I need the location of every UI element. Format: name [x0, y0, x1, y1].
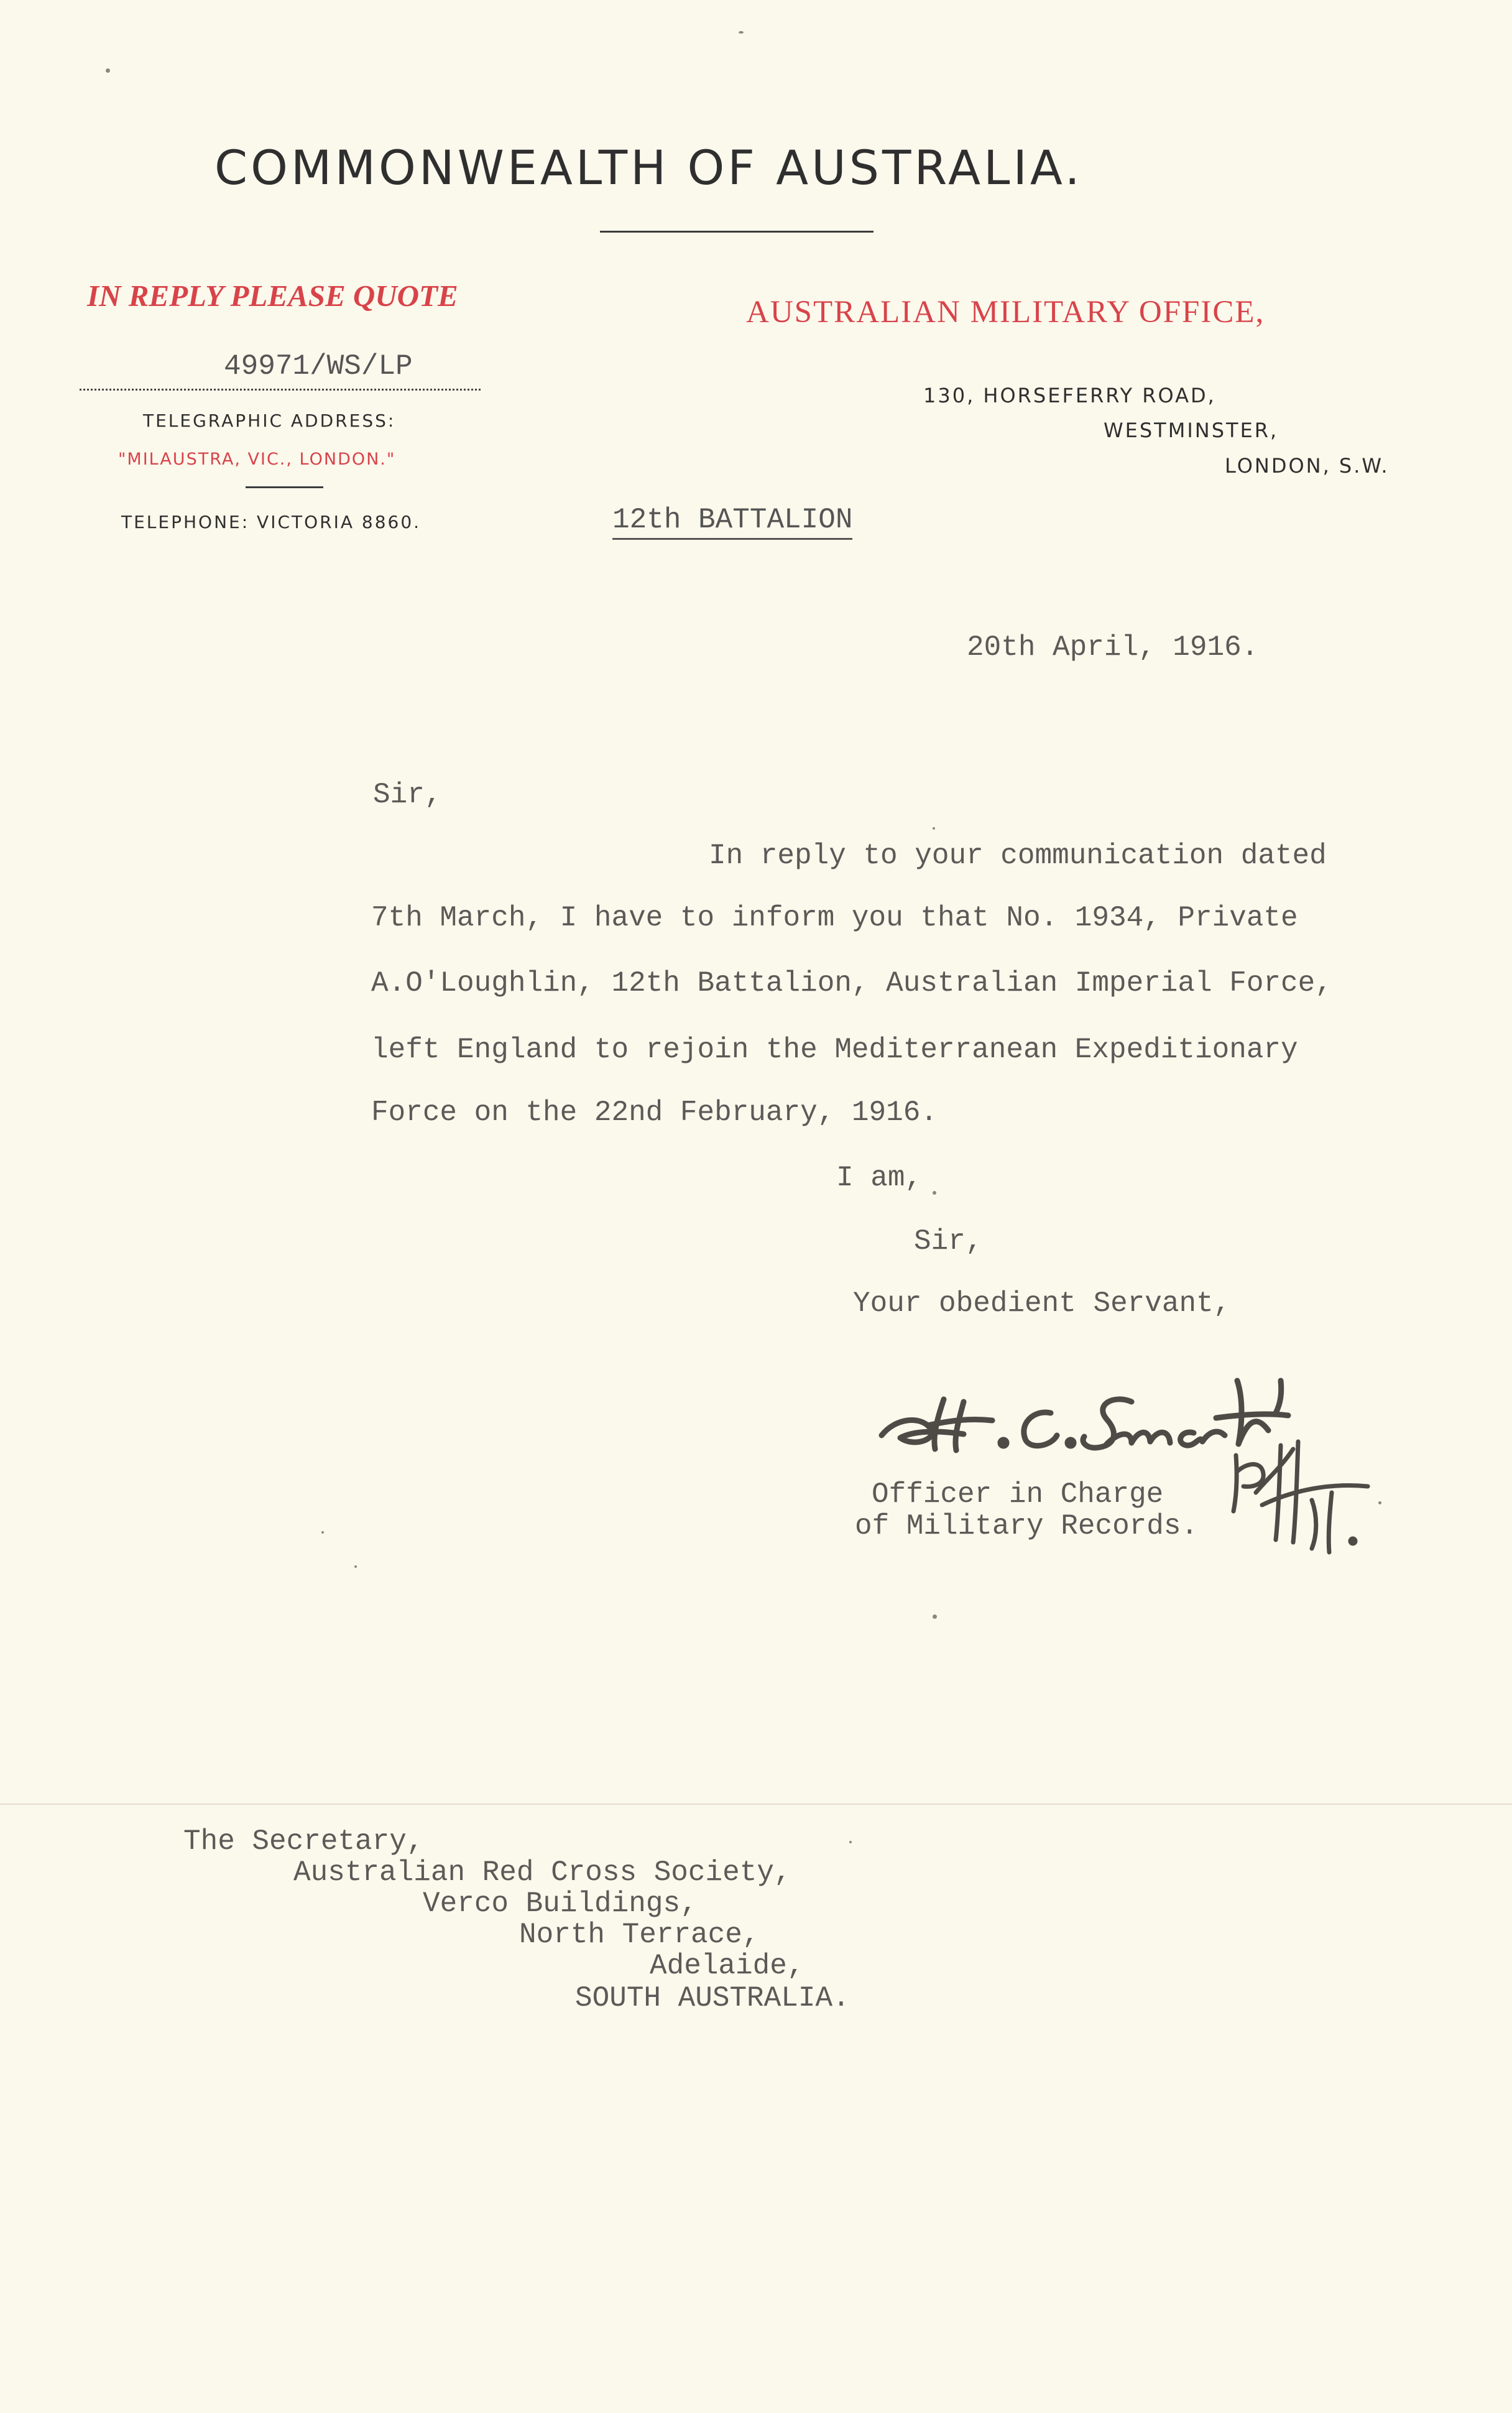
body-line: 7th March, I have to inform you that No. 1934, Private	[371, 902, 1298, 934]
reference-number: 49971/WS/LP	[224, 350, 413, 382]
signatory-title-line: of Military Records.	[855, 1510, 1199, 1542]
addressee-line: The Secretary,	[183, 1825, 424, 1858]
reply-quote-label: IN REPLY PLEASE QUOTE	[87, 279, 458, 313]
telegraphic-address: "MILAUSTRA, VIC., LONDON."	[118, 450, 396, 469]
office-name: AUSTRALIAN MILITARY OFFICE,	[746, 295, 1265, 330]
office-address-line: 130, HORSEFERRY ROAD,	[923, 384, 1216, 407]
paper-speck	[739, 31, 744, 34]
paper-speck	[849, 1841, 852, 1843]
letterhead-title: COMMONWEALTH OF AUSTRALIA.	[214, 140, 1083, 195]
salutation: Sir,	[373, 779, 442, 811]
office-address-line: LONDON, S.W.	[1225, 454, 1390, 478]
closing-line: Your obedient Servant,	[853, 1287, 1231, 1320]
body-line: A.O'Loughlin, 12th Battalion, Australian Imperial Force,	[371, 967, 1332, 999]
body-line: In reply to your communication dated	[709, 840, 1327, 872]
title-underline	[600, 231, 874, 233]
paper-speck	[354, 1565, 357, 1568]
paper-speck	[933, 827, 935, 830]
handwritten-initials	[1219, 1430, 1380, 1555]
body-line: left England to rejoin the Mediterranean Expeditionary	[371, 1034, 1298, 1066]
addressee-line: Adelaide,	[650, 1950, 804, 1982]
telephone-divider	[246, 486, 323, 488]
battalion-heading: 12th BATTALION	[612, 504, 852, 540]
body-line: Force on the 22nd February, 1916.	[371, 1096, 938, 1129]
addressee-line: North Terrace,	[519, 1919, 760, 1951]
reference-dotted-rule	[80, 389, 481, 391]
letter-date: 20th April, 1916.	[967, 631, 1259, 664]
addressee-line: Australian Red Cross Society,	[293, 1856, 791, 1889]
paper-speck	[321, 1531, 324, 1534]
closing-line: I am,	[836, 1162, 923, 1194]
paper-speck	[933, 1191, 936, 1195]
signatory-title-line: Officer in Charge	[872, 1478, 1164, 1511]
addressee-line: Verco Buildings,	[423, 1887, 698, 1920]
paper-fold-line	[0, 1804, 1512, 1805]
paper-speck	[933, 1614, 937, 1619]
closing-line: Sir,	[914, 1225, 983, 1257]
telegraphic-address-label: TELEGRAPHIC ADDRESS:	[143, 410, 396, 431]
paper-speck	[106, 68, 110, 73]
telephone-number: TELEPHONE: VICTORIA 8860.	[121, 512, 422, 532]
paper-speck	[1378, 1501, 1381, 1504]
addressee-line: SOUTH AUSTRALIA.	[575, 1982, 850, 2014]
office-address-line: WESTMINSTER,	[1104, 419, 1279, 442]
